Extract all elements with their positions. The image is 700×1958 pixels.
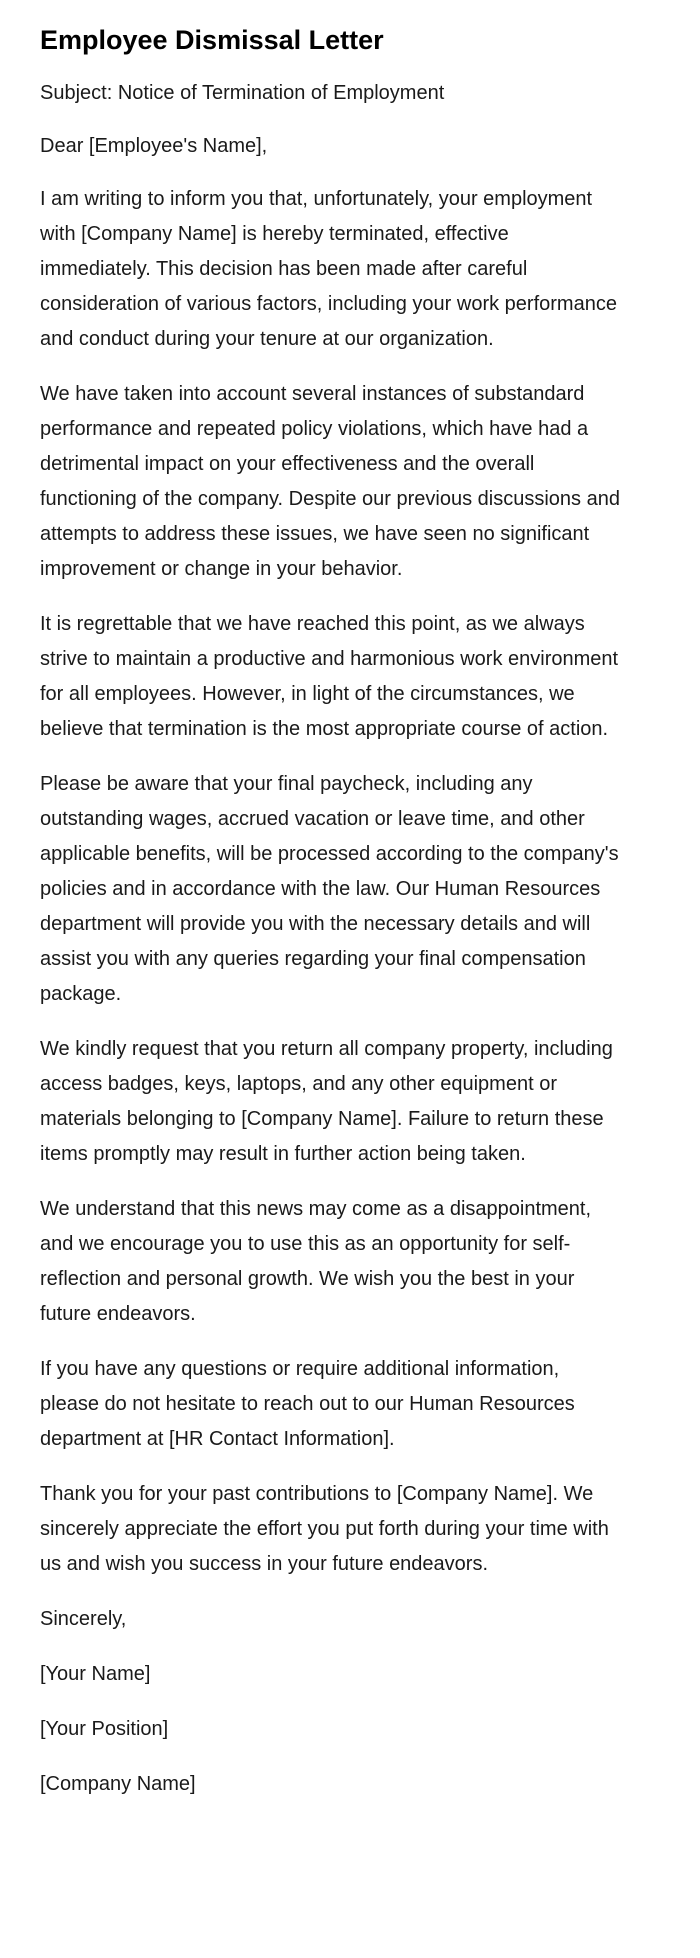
signature-position: [Your Position] (40, 1718, 169, 1740)
signature-company: [Company Name] (40, 1773, 196, 1795)
paragraph-termination-notice: I am writing to inform you that, unfortunately, your employment with [Company Name] is hereby terminated, effective immediately. This decision has been made after careful consideration of various factors, including your work performance and conduct during your tenure at our organization. (40, 188, 617, 350)
paragraph-well-wishes: We understand that this news may come as a disappointment, and we encourage you to use this as an opportunity for self-reflection and personal growth. We wish you the best in your future endeavors. (40, 1198, 592, 1325)
paragraph-regret: It is regrettable that we have reached this point, as we always strive to maintain a productive and harmonious work environment for all employees. However, in light of the circumstances, we believe that termination is the most appropriate course of action. (40, 613, 619, 740)
paragraph-performance-issues: We have taken into account several instances of substandard performance and repeated policy violations, which have had a detrimental impact on your effectiveness and the overall functioning of the company. Despite our previous discussions and attempts to address these issues, we have seen no significant improvement or change in your behavior. (40, 383, 620, 580)
letter-subject: Subject: Notice of Termination of Employment (40, 82, 445, 104)
letter-salutation: Dear [Employee's Name], (40, 135, 268, 157)
paragraph-contact-hr: If you have any questions or require additional information, please do not hesitate to reach out to our Human Resources department at [HR Contact Information]. (40, 1358, 575, 1450)
letter-title: Employee Dismissal Letter (40, 25, 384, 55)
letter-closing: Sincerely, (40, 1608, 127, 1630)
signature-name: [Your Name] (40, 1663, 151, 1685)
paragraph-thank-you: Thank you for your past contributions to [Company Name]. We sincerely appreciate the effort you put forth during your time with us and wish you success in your future endeavors. (40, 1483, 609, 1575)
paragraph-company-property: We kindly request that you return all company property, including access badges, keys, laptops, and any other equipment or materials belonging to [Company Name]. Failure to return these items promptly may result in further action being taken. (40, 1038, 613, 1165)
paragraph-final-paycheck: Please be aware that your final paycheck, including any outstanding wages, accrued vacation or leave time, and other applicable benefits, will be processed according to the company's policies and in accordance with the law. Our Human Resources department will provide you with the necessary details and will assist you with any queries regarding your final compensation package. (40, 773, 619, 1005)
